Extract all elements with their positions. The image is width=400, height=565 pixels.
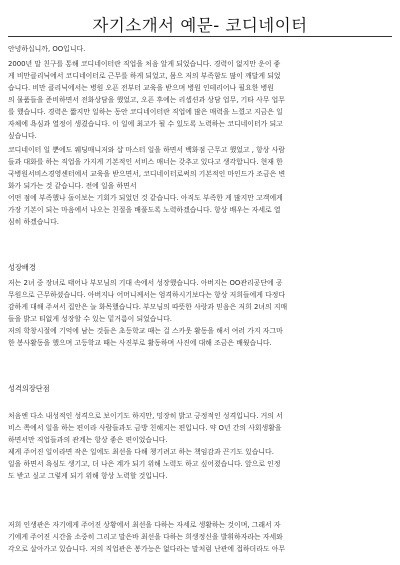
paragraph-line: 가장 기본이 되는 마음에서 나오는 친절을 배풀도록 노력하겠습니다. 항상 배우는 자세로 열 [8,206,281,214]
section-heading-personality: 성격의장단점 [8,384,50,393]
paragraph-line: 들을 밝고 티없게 성장할 수 있는 밑거름이 되었습니다. [8,315,172,323]
paragraph-line: 감하게 대해 주셔서 집안은 늘 화목했습니다. 부모님의 따뜻한 사랑과 믿음은 저희 2녀의 지매 [8,303,288,311]
paragraph-line: 저는 2녀 중 장녀로 태어나 부모님의 기대 속에서 성장했습니다. 아버지는 OO관리공단에 공 [8,279,283,287]
paragraph-line: 어떤 점에 부족했나 돌이보는 기회가 되었던 것 같습니다. 아직도 부족한 게 많지만 고객에게 [8,194,283,202]
paragraph-line: 2000년 말 친구를 통해 코디네이터란 직업을 처음 알게 되었습니다. 경력이 없지만 운이 좋 [8,60,281,68]
paragraph-line: 기에게 주어진 시간을 소중히 그리고 말은바 최선을 다하는 희생정신을 발휘하자라는 자세와 [8,533,283,541]
paragraph-line: 심히 하겠습니다. [8,218,59,226]
paragraph-line: 무원으로 근무하셨습니다. 아버지나 어머니께서는 엄격하시기보다는 항상 저희들에게 다정다 [8,291,286,299]
paragraph-line: 의 물품들을 준비하면서 전화상담을 했었고, 오픈 후에는 리셉션과 상담 업무, 기타 사무 업무 [8,96,285,104]
paragraph-line: 한 봉사활동을 했으며 고등학교 때는 사진부로 활동하며 사진에 대해 조금은 배웠습니다. [8,339,272,347]
paragraph-line: 화가 되가는 것 같습니다. 전에 일을 하면서 [8,182,137,190]
section-heading-background: 성장배경 [8,263,36,272]
paragraph-line: 하면서만 직업들과의 관계는 항상 좋은 편이었습니다. [8,436,168,444]
greeting-line: 안녕하십니까, OO입니다. [8,45,86,53]
paragraph-line: 도 받고 싶고 그렇게 되기 위해 항상 노력할 것입니다. [8,472,168,480]
paragraph-line: 비스 쪽에서 일을 하는 편이라 사람들과도 금방 친해지는 편입니다. 약 О년 간의 사회생활을 [8,424,282,432]
paragraph-line: 저의 학창시절에 기억에 남는 것들은 초등학교 때는 걸 스카웃 활동을 해서 여러 가지 자그마 [8,327,283,335]
title-underline [8,36,392,37]
paragraph-line: 를 했습니다. 경력은 짧지만 일하는 동안 코디네이터란 직업에 많은 매력을 느꼈고 지금은 일 [8,108,283,116]
paragraph-line: 싶습니다. [8,132,37,140]
paragraph-line: 자체에 욕심과 열정이 생겼습니다. 이 일에 최고가 될 수 있도록 노력하는 코디네이터가 되고 [8,120,283,128]
paragraph-line: 국병원서비스경영센터에서 교육을 받으면서, 코디네이터로써의 기본적인 마인드가 조금은 변 [8,170,286,178]
paragraph-line: 코디네이터 일 뿐에도 웨딩매니저와 샵 마스터 일을 하면서 백화점 근무고 했었고 , 항상 사람 [8,146,285,154]
paragraph-line: 들과 대화를 하는 직업을 가지게 기본적인 서비스 매너는 갖추고 있다고 생각합니다. 현재 한 [8,158,283,166]
paragraph-line: 처음엔 다소 내성적인 성격으로 보이기도 하지만, 밍장히 밝고 긍정적인 성격입니다. 거의 서 [8,412,283,420]
paragraph-line: 제게 주어진 일이라면 작은 일에도 최선을 다해 챙기려고 하는 책임감과 끈기도 있습니다. [8,448,274,456]
paragraph-line: 각오로 살아가고 있습니다. 저의 직업관은 봉가능은 없다라는 말처럼 난관에 접하더라도 아무 [8,545,286,553]
paragraph-line: 습니다. 비만 클리닉에서는 병원 오픈 전부터 교육을 받으며 병원 인테리어나 필요한 병원 [8,84,274,92]
paragraph-line: 일을 하면서 욕심도 생기고, 더 나은 계가 되기 위해 노력도 하고 싶어졌습니다. 앞으로 인정 [8,460,281,468]
document-title: 자기소개서 예문- 코디네이터 [92,16,308,35]
paragraph-line: 저희 인생관은 자기에게 주어진 상황에서 최선을 다하는 자세로 생활하는 것이며, 그래서 자 [8,521,281,529]
paragraph-line: 게 비만클리닉에서 코디네이터로 근무를 하게 되었고, 몸으 저의 부족함도 많이 깨달게 되었 [8,72,281,80]
